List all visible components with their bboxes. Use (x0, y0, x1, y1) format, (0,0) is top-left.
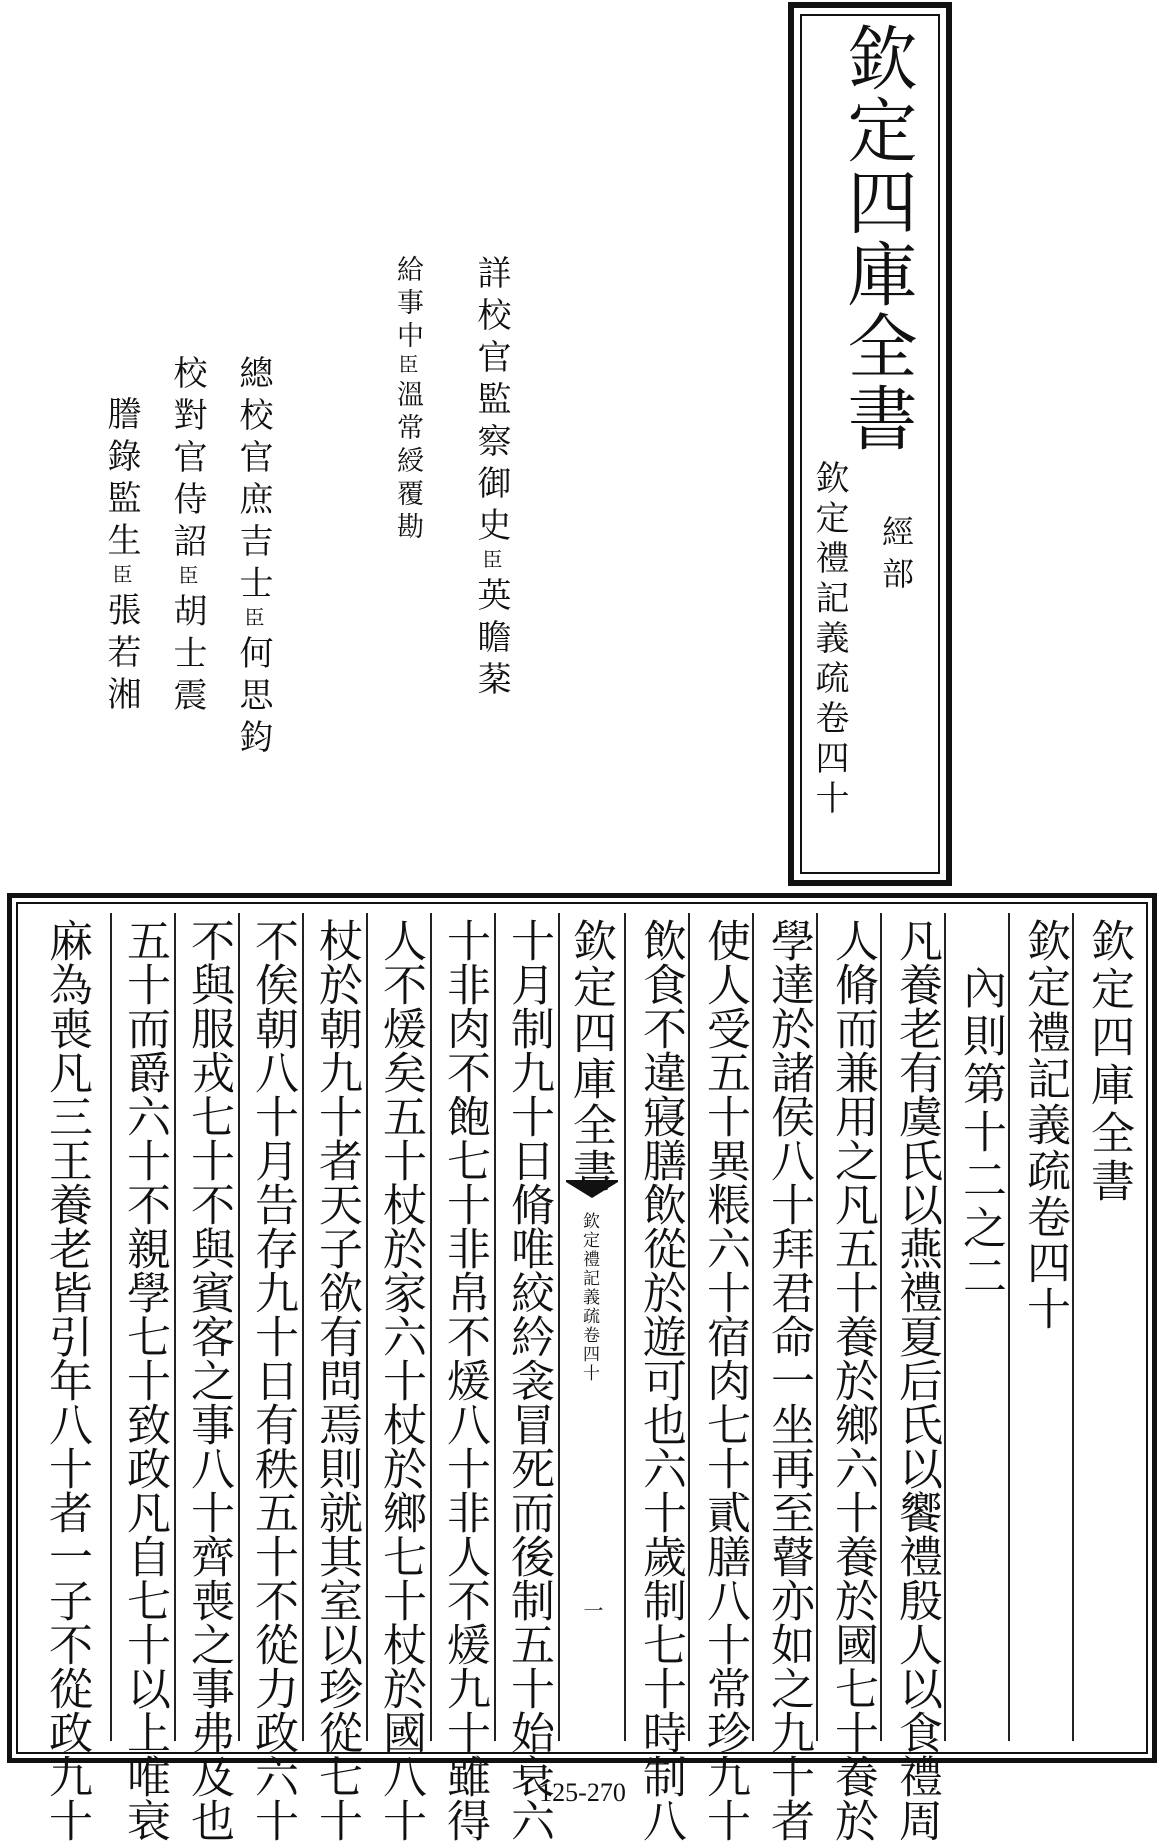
text-column: 學達於諸侯八十拜君命一坐再至瞽亦如之九十者 (763, 918, 814, 1842)
text-column: 不俟朝八十月告存九十日有秩五十不從力政六十 (247, 918, 298, 1842)
text-column: 五十而爵六十不親學七十致政凡自七十以上唯衰 (119, 918, 170, 1842)
column-rule (752, 913, 754, 1741)
column-rule (302, 913, 304, 1741)
page-header-title: 欽定四庫全書 (1083, 918, 1134, 1206)
text-column: 飲食不違寢膳飲從於遊可也六十歲制七十時制八 (635, 918, 686, 1842)
fold-note: 欽定禮記義疏卷四十 (579, 1212, 599, 1383)
text-column: 人脩而兼用之凡五十養於鄉六十養於國七十養於 (827, 918, 878, 1842)
column-rule (816, 913, 818, 1741)
column-rule (494, 913, 496, 1741)
column-rule (366, 913, 368, 1741)
credit-collator: 校對官侍詔臣胡士震 (167, 355, 207, 719)
column-rule (1072, 913, 1074, 1741)
credit-proofreader: 詳校官監察御史臣英瞻棻 (471, 255, 511, 703)
book-title: 欽定禮記義疏卷四十 (809, 460, 849, 820)
volume-title: 欽定禮記義疏卷四十 (1019, 918, 1070, 1332)
credit-chief-editor: 總校官庶吉士臣何思鈞 (233, 355, 273, 761)
column-rule (430, 913, 432, 1741)
text-column: 不與服戎七十不與賓客之事八十齊喪之事弗及也 (183, 918, 234, 1842)
fold-fishtail (566, 1180, 618, 1204)
column-rule (944, 913, 946, 1741)
section-label: 經部 (877, 515, 915, 599)
column-rule (174, 913, 176, 1741)
column-rule (1008, 913, 1010, 1741)
series-title: 欽定四庫全書 (836, 22, 918, 454)
column-rule (688, 913, 690, 1741)
text-column: 凡養老有虞氏以燕禮夏后氏以饗禮殷人以食禮周 (891, 918, 942, 1842)
column-rule (558, 913, 560, 1741)
text-column: 十非肉不飽七十非帛不煖八十非人不煖九十雖得 (439, 918, 490, 1842)
credit-copyist: 謄錄監生臣張若湘 (101, 396, 141, 718)
chapter-title: 內則第十二之二 (955, 965, 1006, 1301)
column-rule (624, 913, 626, 1741)
text-column: 十月制九十日脩唯絞紟衾冒死而後制五十始衰六 (503, 918, 554, 1842)
text-column: 人不煖矣五十杖於家六十杖於鄉七十杖於國八十 (375, 918, 426, 1842)
column-rule (110, 913, 112, 1741)
fold-page-number: 一 (580, 1600, 604, 1620)
text-column: 使人受五十異粻六十宿肉七十貳膳八十常珍九十 (699, 918, 750, 1842)
credit-reviewer: 給事中臣溫常綬覆勘 (392, 255, 423, 545)
text-column: 麻為喪凡三王養老皆引年八十者一子不從政九十 (41, 918, 92, 1842)
column-rule (238, 913, 240, 1741)
text-column: 杖於朝九十者天子欲有問焉則就其室以珍從七十 (311, 918, 362, 1842)
column-rule (880, 913, 882, 1741)
fold-title: 欽定四庫全書 (565, 918, 616, 1194)
page-number: 125-270 (539, 1778, 626, 1807)
